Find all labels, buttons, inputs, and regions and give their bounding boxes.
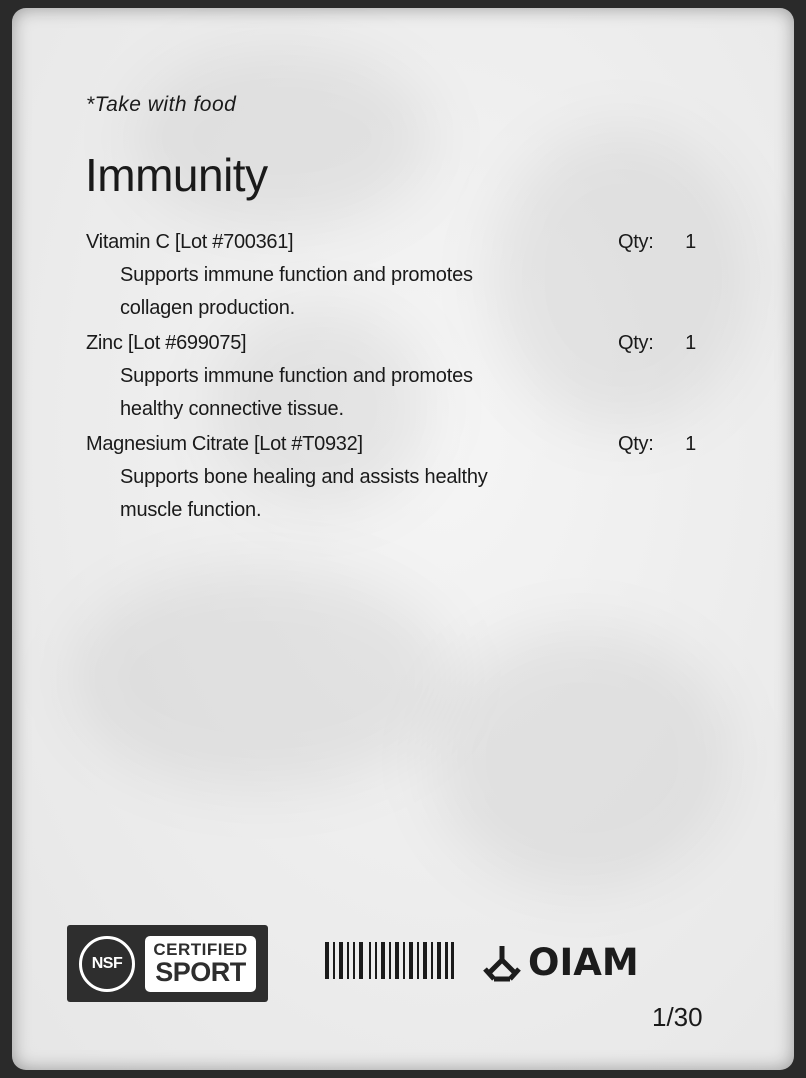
barcode-icon [325,942,455,979]
item-quantity [618,329,696,357]
qty-value: 1 [685,332,696,354]
item-description: Supports immune function and promotes healthy connective tissue. [120,365,473,420]
nsf-certified-sport-badge [67,925,268,1002]
item-name: Magnesium Citrate [Lot #T0932] [86,433,363,455]
nsf-text: NSF [91,954,123,972]
packet-count: 1/30 [652,1002,703,1032]
qty-value: 1 [685,231,696,253]
supplement-list [86,228,696,531]
list-item [86,430,696,527]
qty-value: 1 [685,433,696,455]
qty-label: Qty: [618,433,654,455]
sport-text: SPORT [155,957,246,987]
item-description: Supports immune function and promotes collagen production. [120,264,473,319]
item-quantity [618,228,696,256]
qty-label: Qty: [618,332,654,354]
item-name: Zinc [Lot #699075] [86,332,247,354]
certified-text: CERTIFIED [153,940,248,959]
list-item [86,228,696,325]
page-title: Immunity [85,149,268,201]
qty-label: Qty: [618,231,654,253]
list-item [86,329,696,426]
nsf-logo-icon [79,936,135,992]
brand-logo [482,941,639,984]
brand-name: OIAM [528,941,639,984]
item-description: Supports bone healing and assists healthy muscle function. [120,466,488,521]
oiam-logo-icon [482,943,522,983]
item-name: Vitamin C [Lot #700361] [86,231,294,253]
certified-sport-label [145,936,256,992]
take-with-food-note: *Take with food [86,93,237,116]
item-quantity [618,430,696,458]
